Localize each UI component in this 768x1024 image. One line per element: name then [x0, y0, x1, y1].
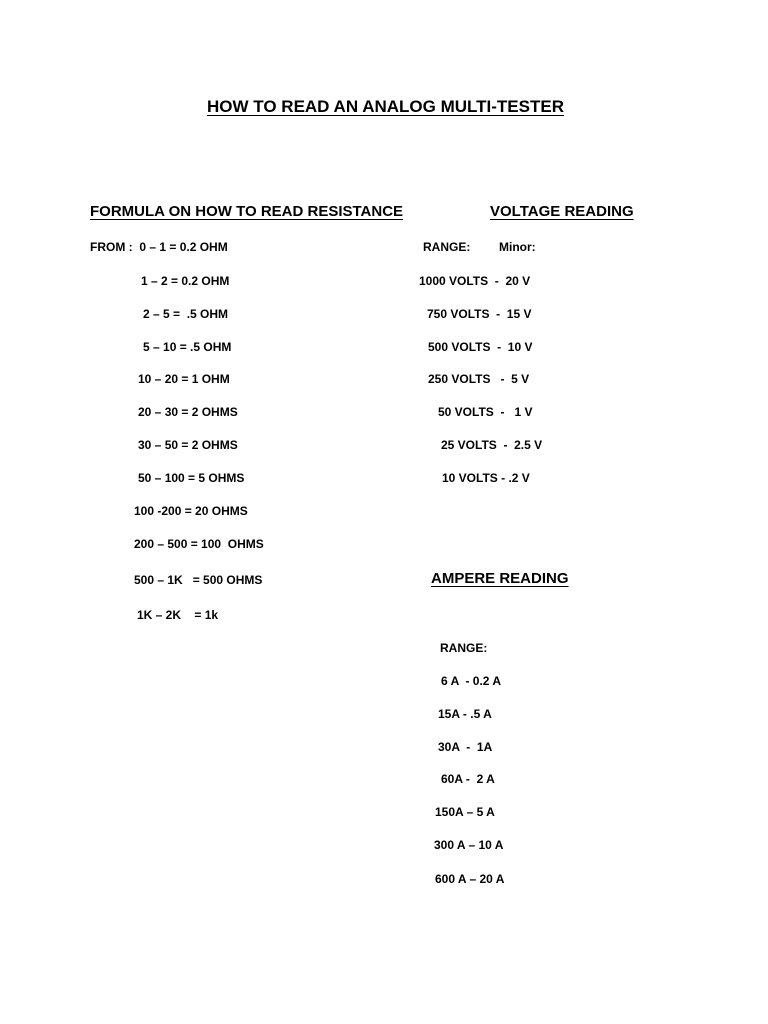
resistance-line: 50 – 100 = 5 OHMS	[138, 471, 245, 485]
voltage-minor-label: Minor:	[499, 240, 536, 254]
ampere-line: 30A - 1A	[438, 740, 493, 754]
resistance-line: FROM : 0 – 1 = 0.2 OHM	[90, 240, 228, 254]
voltage-heading: VOLTAGE READING	[490, 203, 634, 220]
voltage-range-label: RANGE:	[423, 240, 471, 254]
voltage-line: 1000 VOLTS - 20 V	[419, 274, 531, 288]
resistance-heading: FORMULA ON HOW TO READ RESISTANCE	[90, 203, 404, 220]
ampere-line: 600 A – 20 A	[435, 872, 505, 886]
resistance-line: 20 – 30 = 2 OHMS	[138, 405, 238, 419]
voltage-line: 500 VOLTS - 10 V	[428, 340, 533, 354]
ampere-line: 150A – 5 A	[435, 805, 495, 819]
ampere-line: 15A - .5 A	[438, 707, 492, 721]
resistance-line: 2 – 5 = .5 OHM	[143, 307, 229, 321]
resistance-line: 10 – 20 = 1 OHM	[138, 372, 230, 386]
ampere-heading: AMPERE READING	[431, 570, 569, 587]
ampere-range-label: RANGE:	[440, 641, 488, 655]
resistance-line: 1 – 2 = 0.2 OHM	[141, 274, 230, 288]
resistance-line: 1K – 2K = 1k	[137, 608, 219, 622]
voltage-line: 25 VOLTS - 2.5 V	[441, 438, 543, 452]
voltage-line: 50 VOLTS - 1 V	[438, 405, 533, 419]
resistance-line: 30 – 50 = 2 OHMS	[138, 438, 238, 452]
resistance-line: 100 -200 = 20 OHMS	[134, 504, 248, 518]
voltage-line: 750 VOLTS - 15 V	[427, 307, 532, 321]
resistance-line: 500 – 1K = 500 OHMS	[134, 573, 263, 587]
ampere-line: 6 A - 0.2 A	[441, 674, 502, 688]
document-title: HOW TO READ AN ANALOG MULTI-TESTER	[207, 97, 564, 116]
ampere-line: 300 A – 10 A	[434, 838, 504, 852]
ampere-line: 60A - 2 A	[441, 772, 495, 786]
voltage-line: 10 VOLTS - .2 V	[442, 471, 530, 485]
voltage-line: 250 VOLTS - 5 V	[428, 372, 530, 386]
resistance-line: 200 – 500 = 100 OHMS	[134, 537, 264, 551]
resistance-line: 5 – 10 = .5 OHM	[143, 340, 232, 354]
